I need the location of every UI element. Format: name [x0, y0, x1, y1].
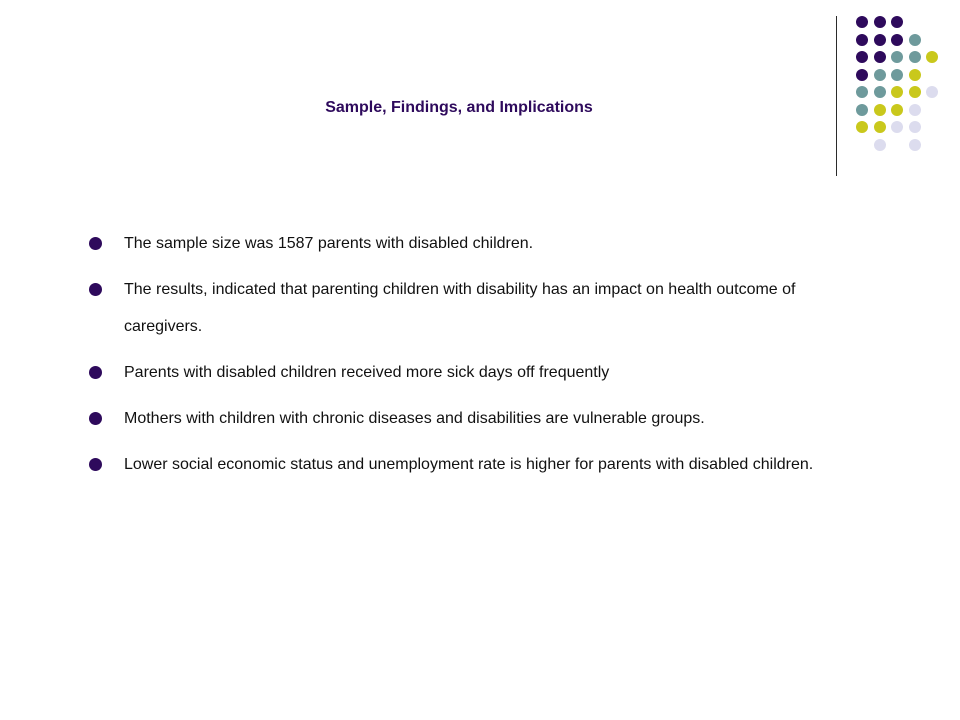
decoration-dot: [891, 69, 903, 81]
vertical-divider: [836, 16, 837, 176]
decoration-dot: [891, 86, 903, 98]
decoration-dot: [909, 139, 921, 151]
decoration-dot: [856, 16, 868, 28]
decoration-dot: [874, 139, 886, 151]
decoration-dot: [891, 51, 903, 63]
decoration-dot: [891, 34, 903, 46]
decoration-dot: [909, 69, 921, 81]
bullet-item: [86, 361, 826, 398]
bullet-dot-icon: [89, 412, 102, 425]
decoration-dot: [856, 34, 868, 46]
bullet-dot-icon: [89, 283, 102, 296]
bullet-text: Mothers with children with chronic diseases and disabilities are vulnerable groups.: [124, 410, 705, 427]
bullet-text: The sample size was 1587 parents with disabled children.: [124, 235, 534, 252]
decoration-dot: [856, 121, 868, 133]
decoration-dot: [874, 86, 886, 98]
decoration-dot: [909, 121, 921, 133]
decoration-dot: [909, 86, 921, 98]
slide-title: Sample, Findings, and Implications: [325, 99, 593, 116]
decoration-dot: [874, 69, 886, 81]
decoration-dot: [874, 121, 886, 133]
bullet-text: The results, indicated that parenting children with disability has an impact on health outcome of caregivers.: [124, 281, 796, 335]
decoration-dot: [926, 86, 938, 98]
bullet-dot-icon: [89, 366, 102, 379]
bullet-dot-icon: [89, 237, 102, 250]
bullet-item: [86, 453, 826, 490]
bullet-text: Lower social economic status and unemployment rate is higher for parents with disabled children.: [124, 456, 814, 473]
bullet-list: [86, 232, 826, 499]
decoration-dot: [909, 51, 921, 63]
decoration-dot: [856, 51, 868, 63]
bullet-dot-icon: [89, 458, 102, 471]
bullet-item: [86, 407, 826, 444]
bullet-item: [86, 232, 826, 269]
decoration-dot: [856, 86, 868, 98]
decoration-dot: [874, 51, 886, 63]
decoration-dot: [874, 34, 886, 46]
decoration-dot: [874, 16, 886, 28]
decoration-dot: [891, 121, 903, 133]
bullet-text: Parents with disabled children received more sick days off frequently: [124, 364, 610, 381]
dot-grid-decoration-icon: [850, 10, 950, 160]
decoration-dot: [891, 16, 903, 28]
decoration-dot: [909, 34, 921, 46]
decoration-dot: [926, 51, 938, 63]
decoration-dot: [856, 69, 868, 81]
bullet-item: [86, 278, 826, 352]
